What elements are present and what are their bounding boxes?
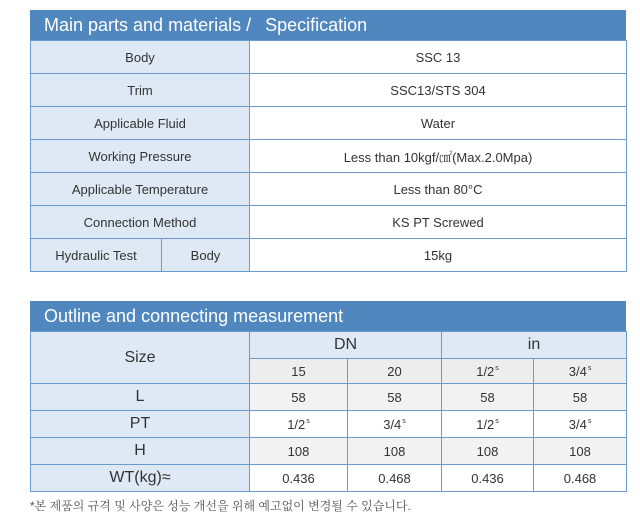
spec-label: Applicable Temperature <box>31 173 250 206</box>
spec-row-hydraulic <box>31 239 627 272</box>
size-label: Size <box>31 332 250 384</box>
pt-value: 1/2 <box>287 416 306 432</box>
cell-value: 108 <box>534 438 627 465</box>
in-group-label: in <box>442 332 627 359</box>
spec-row <box>31 206 627 239</box>
size-in <box>442 359 534 384</box>
pt-mark: s <box>402 417 406 425</box>
size-in-mark: s <box>495 364 499 372</box>
cell-value: 108 <box>348 438 442 465</box>
pt-mark: s <box>495 417 499 425</box>
cell-value: 0.436 <box>250 465 348 492</box>
row-label: H <box>31 438 250 465</box>
outline-table <box>30 331 627 492</box>
outline-header-row <box>31 332 627 359</box>
row-label: WT(kg)≈ <box>31 465 250 492</box>
cell-value: 58 <box>348 384 442 411</box>
pt-mark: s <box>587 417 592 425</box>
spec-table-section <box>30 10 626 272</box>
outline-table-header: Outline and connecting measurement <box>30 301 626 331</box>
spec-value: SSC 13 <box>250 41 627 74</box>
spec-row <box>31 173 627 206</box>
cell-value <box>442 411 534 438</box>
hydraulic-label-cell <box>31 239 250 272</box>
dn-group-label: DN <box>250 332 442 359</box>
outline-row-h <box>31 438 627 465</box>
cell-value: 0.468 <box>348 465 442 492</box>
spec-row <box>31 140 627 173</box>
pt-value: 1/2 <box>476 416 495 432</box>
size-dn: 20 <box>348 359 442 384</box>
spec-header-left: Main parts and materials / <box>44 15 252 35</box>
spec-value: Water <box>250 107 627 140</box>
cell-value <box>534 411 627 438</box>
spec-label: Trim <box>31 74 250 107</box>
size-in-value: 3/4 <box>568 363 587 379</box>
pt-value: 3/4 <box>568 416 587 432</box>
cell-value <box>348 411 442 438</box>
spec-header-right: Specification <box>265 15 368 35</box>
cell-value: 58 <box>250 384 348 411</box>
spec-value: SSC13/STS 304 <box>250 74 627 107</box>
spec-value: KS PT Screwed <box>250 206 627 239</box>
size-in <box>534 359 627 384</box>
footnote: *본 제품의 규격 및 사양은 성능 개선을 위해 예고없이 변경될 수 있습니다. <box>30 499 411 513</box>
spec-value: Less than 80°C <box>250 173 627 206</box>
size-dn: 15 <box>250 359 348 384</box>
cell-value: 0.436 <box>442 465 534 492</box>
spec-table <box>30 40 627 272</box>
row-label: L <box>31 384 250 411</box>
spec-row <box>31 74 627 107</box>
spec-value: Less than 10kgf/㎠(Max.2.0Mpa) <box>250 140 627 173</box>
outline-table-section <box>30 301 626 492</box>
cell-value: 108 <box>442 438 534 465</box>
spec-label: Body <box>31 41 250 74</box>
cell-value: 108 <box>250 438 348 465</box>
outline-row-pt <box>31 411 627 438</box>
hydraulic-value: 15kg <box>250 239 627 272</box>
cell-value: 58 <box>534 384 627 411</box>
spec-label: Applicable Fluid <box>31 107 250 140</box>
outline-row-wt <box>31 465 627 492</box>
spec-row <box>31 41 627 74</box>
spec-label: Working Pressure <box>31 140 250 173</box>
pt-mark: s <box>306 417 310 425</box>
size-in-mark: s <box>587 364 592 372</box>
spec-table-header <box>30 10 626 40</box>
spec-row <box>31 107 627 140</box>
pt-value: 3/4 <box>383 416 402 432</box>
cell-value <box>250 411 348 438</box>
cell-value: 0.468 <box>534 465 627 492</box>
hydraulic-label: Hydraulic Test <box>31 239 162 271</box>
outline-row-l <box>31 384 627 411</box>
hydraulic-sublabel: Body <box>190 247 221 263</box>
size-in-value: 1/2 <box>476 363 495 379</box>
cell-value: 58 <box>442 384 534 411</box>
spec-label: Connection Method <box>31 206 250 239</box>
row-label: PT <box>31 411 250 438</box>
